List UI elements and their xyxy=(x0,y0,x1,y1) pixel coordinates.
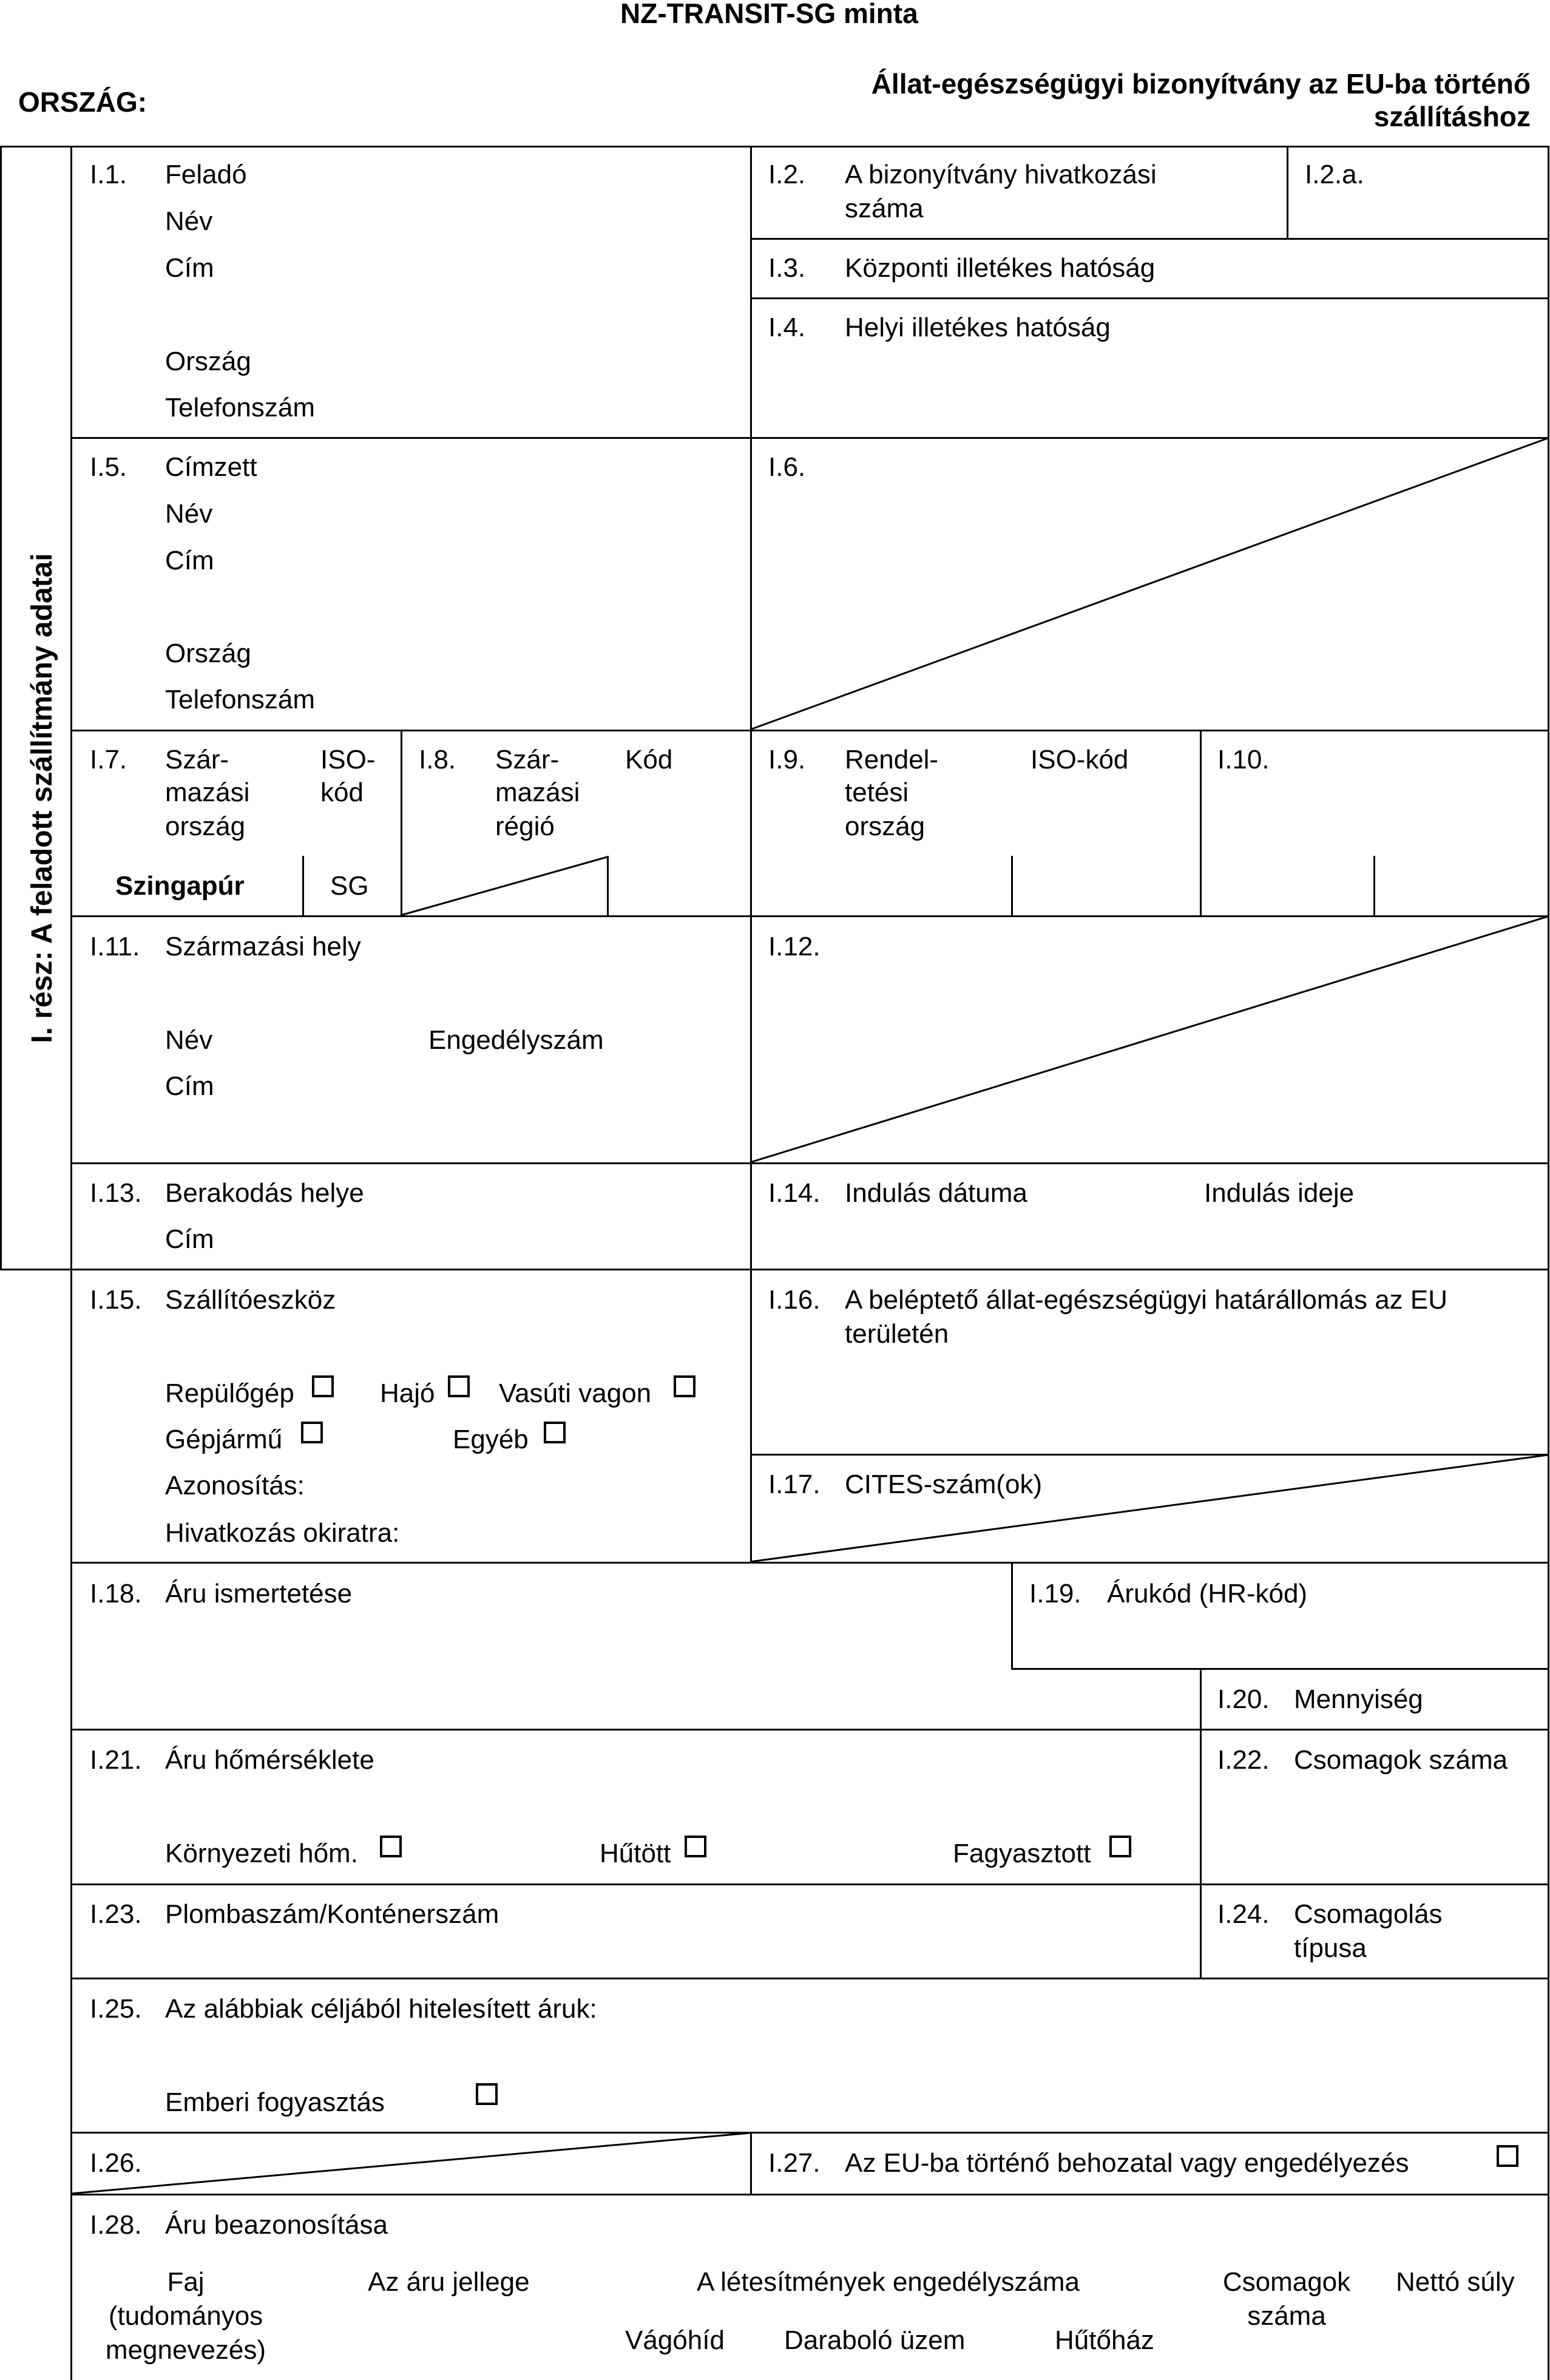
consignor-address-label: Cím xyxy=(165,253,214,283)
origin-name-label: Név xyxy=(165,1025,213,1055)
field-number: I.13. xyxy=(90,1178,142,1208)
border-post-label: A beléptető állat-egészségügyi határállomás az EU xyxy=(845,1285,1448,1315)
origin-iso-value: SG xyxy=(330,871,369,901)
human-consumption-label: Emberi fogyasztás xyxy=(165,2087,385,2117)
import-admission-label: Az EU-ba történő behozatal vagy engedélyezés xyxy=(845,2148,1409,2178)
departure-time-label: Indulás ideje xyxy=(1204,1178,1355,1208)
loading-address-label: Cím xyxy=(165,1224,214,1254)
transport-rail-label: Vasúti vagon xyxy=(499,1378,652,1408)
field-number: I.2. xyxy=(768,160,806,189)
commodity-description-label: Áru ismertetése xyxy=(165,1579,353,1609)
origin-region-label-3: régió xyxy=(495,812,555,841)
field-number: I.7. xyxy=(90,745,127,775)
species-header: Faj xyxy=(167,2267,205,2297)
origin-approval-label: Engedélyszám xyxy=(428,1025,604,1055)
destination-country-label: Rendel- xyxy=(845,745,939,775)
destination-country-label-3: ország xyxy=(845,812,926,841)
section-side-label: I. rész: A feladott szállítmány adatai xyxy=(26,553,58,1043)
frozen-checkbox[interactable] xyxy=(1109,1836,1131,1857)
origin-region-label: Szár- xyxy=(495,745,560,775)
transport-id-label: Azonosítás: xyxy=(165,1471,305,1500)
field-number: I.2.a. xyxy=(1305,160,1364,189)
certificate-reference-label-2: száma xyxy=(845,194,924,223)
field-number: I.9. xyxy=(768,745,806,775)
transport-ship-label: Hajó xyxy=(380,1378,435,1408)
certificate-title: Állat-egészségügyi bizonyítvány az EU-ba történő xyxy=(871,68,1531,100)
import-admission-checkbox[interactable] xyxy=(1497,2145,1518,2167)
quantity-label: Mennyiség xyxy=(1294,1684,1423,1714)
package-type-label: Csomagolás xyxy=(1294,1899,1443,1929)
transport-other-checkbox[interactable] xyxy=(544,1422,566,1443)
field-number: I.25. xyxy=(90,1994,142,2024)
consignor-label: Feladó xyxy=(165,160,247,189)
field-number: I.17. xyxy=(768,1470,821,1499)
destination-country-label-2: tetési xyxy=(845,778,909,807)
consignee-name-label: Név xyxy=(165,499,213,529)
field-number: I.21. xyxy=(90,1745,142,1775)
cites-label: CITES-szám(ok) xyxy=(845,1470,1043,1499)
transport-label: Szállítóeszköz xyxy=(165,1285,336,1315)
chilled-label: Hűtött xyxy=(600,1839,671,1868)
field-number: I.5. xyxy=(90,452,127,482)
transport-rail-checkbox[interactable] xyxy=(674,1375,695,1397)
packages-header: Csomagok xyxy=(1222,2267,1351,2297)
field-number: I.16. xyxy=(768,1285,821,1315)
field-number: I.20. xyxy=(1217,1684,1270,1714)
field-number: I.1. xyxy=(90,160,127,189)
origin-country-label: Szár- xyxy=(165,745,229,775)
ambient-label: Környezeti hőm. xyxy=(165,1839,358,1868)
species-header-3: megnevezés) xyxy=(105,2335,266,2365)
field-number: I.19. xyxy=(1029,1579,1081,1609)
departure-date-label: Indulás dátuma xyxy=(845,1178,1027,1208)
approval-header: A létesítmények engedélyszáma xyxy=(697,2267,1080,2297)
consignee-country-label: Ország xyxy=(165,639,251,668)
consignee-address-label: Cím xyxy=(165,546,214,575)
origin-country-label-3: ország xyxy=(165,812,246,841)
field-number: I.8. xyxy=(419,745,456,775)
commodity-code-label: Árukód (HR-kód) xyxy=(1107,1579,1308,1609)
species-header-2: (tudományos xyxy=(108,2301,263,2331)
consignee-phone-label: Telefonszám xyxy=(165,685,316,714)
transport-other-label: Egyéb xyxy=(453,1425,529,1454)
destination-iso-label: ISO-kód xyxy=(1031,745,1129,775)
transport-road-checkbox[interactable] xyxy=(301,1422,323,1443)
nature-header: Az áru jellege xyxy=(368,2267,530,2297)
field-number: I.12. xyxy=(768,932,821,961)
central-authority-label: Központi illetékes hatóság xyxy=(845,253,1156,283)
loading-place-label: Berakodás helye xyxy=(165,1178,364,1208)
temperature-label: Áru hőmérséklete xyxy=(165,1745,374,1775)
consignor-phone-label: Telefonszám xyxy=(165,393,316,422)
field-number: I.23. xyxy=(90,1899,142,1929)
origin-country-label-2: mazási xyxy=(165,778,250,807)
origin-region-label-2: mazási xyxy=(495,778,580,807)
iso-code-label: ISO- xyxy=(320,745,376,775)
place-of-origin-label: Származási hely xyxy=(165,932,361,961)
field-number: I.18. xyxy=(90,1579,142,1609)
origin-address-label: Cím xyxy=(165,1071,214,1101)
field-number: I.11. xyxy=(90,932,140,961)
local-authority-label: Helyi illetékes hatóság xyxy=(845,313,1111,342)
field-number: I.28. xyxy=(90,2210,142,2240)
field-number: I.24. xyxy=(1217,1899,1270,1929)
commodity-identification-label: Áru beazonosítása xyxy=(165,2210,388,2240)
field-number: I.6. xyxy=(768,452,806,482)
cutting-plant-header: Daraboló üzem xyxy=(784,2325,966,2355)
certificate-title-2: szállításhoz xyxy=(1373,101,1531,132)
transport-road-label: Gépjármű xyxy=(165,1425,283,1454)
field-number: I.14. xyxy=(768,1178,821,1208)
field-number: I.15. xyxy=(90,1285,142,1315)
certificate-reference-label: A bizonyítvány hivatkozási xyxy=(845,160,1157,189)
field-number: I.10. xyxy=(1217,745,1270,775)
cold-store-header: Hűtőház xyxy=(1055,2325,1154,2355)
human-consumption-checkbox[interactable] xyxy=(476,2083,498,2105)
field-number: I.3. xyxy=(768,253,806,283)
consignee-label: Címzett xyxy=(165,452,257,482)
field-number: I.22. xyxy=(1217,1745,1270,1775)
field-number: I.26. xyxy=(90,2148,142,2178)
ambient-checkbox[interactable] xyxy=(380,1836,402,1857)
page-title: NZ-TRANSIT-SG minta xyxy=(620,0,918,29)
consignor-name-label: Név xyxy=(165,206,213,236)
slaughterhouse-header: Vágóhíd xyxy=(625,2325,725,2355)
certified-purpose-label: Az alábbiak céljából hitelesített áruk: xyxy=(165,1994,597,2024)
seal-container-label: Plombaszám/Konténerszám xyxy=(165,1899,499,1929)
transport-plane-label: Repülőgép xyxy=(165,1378,294,1408)
transport-plane-checkbox[interactable] xyxy=(312,1375,334,1397)
border-post-label-2: területén xyxy=(845,1319,949,1349)
chilled-checkbox[interactable] xyxy=(685,1836,706,1857)
packages-header-2: száma xyxy=(1247,2301,1326,2331)
transport-ship-checkbox[interactable] xyxy=(448,1375,470,1397)
package-type-label-2: típusa xyxy=(1294,1933,1367,1963)
transport-doc-label: Hivatkozás okiratra: xyxy=(165,1518,400,1548)
field-number: I.4. xyxy=(768,313,806,342)
package-count-label: Csomagok száma xyxy=(1294,1745,1508,1775)
consignor-country-label: Ország xyxy=(165,347,251,376)
field-number: I.27. xyxy=(768,2148,821,2178)
origin-country-value: Szingapúr xyxy=(115,871,245,901)
frozen-label: Fagyasztott xyxy=(953,1839,1091,1868)
region-code-label: Kód xyxy=(625,745,673,775)
country-label: ORSZÁG: xyxy=(18,86,147,118)
net-weight-header: Nettó súly xyxy=(1396,2267,1515,2297)
iso-code-label-2: kód xyxy=(320,778,364,807)
